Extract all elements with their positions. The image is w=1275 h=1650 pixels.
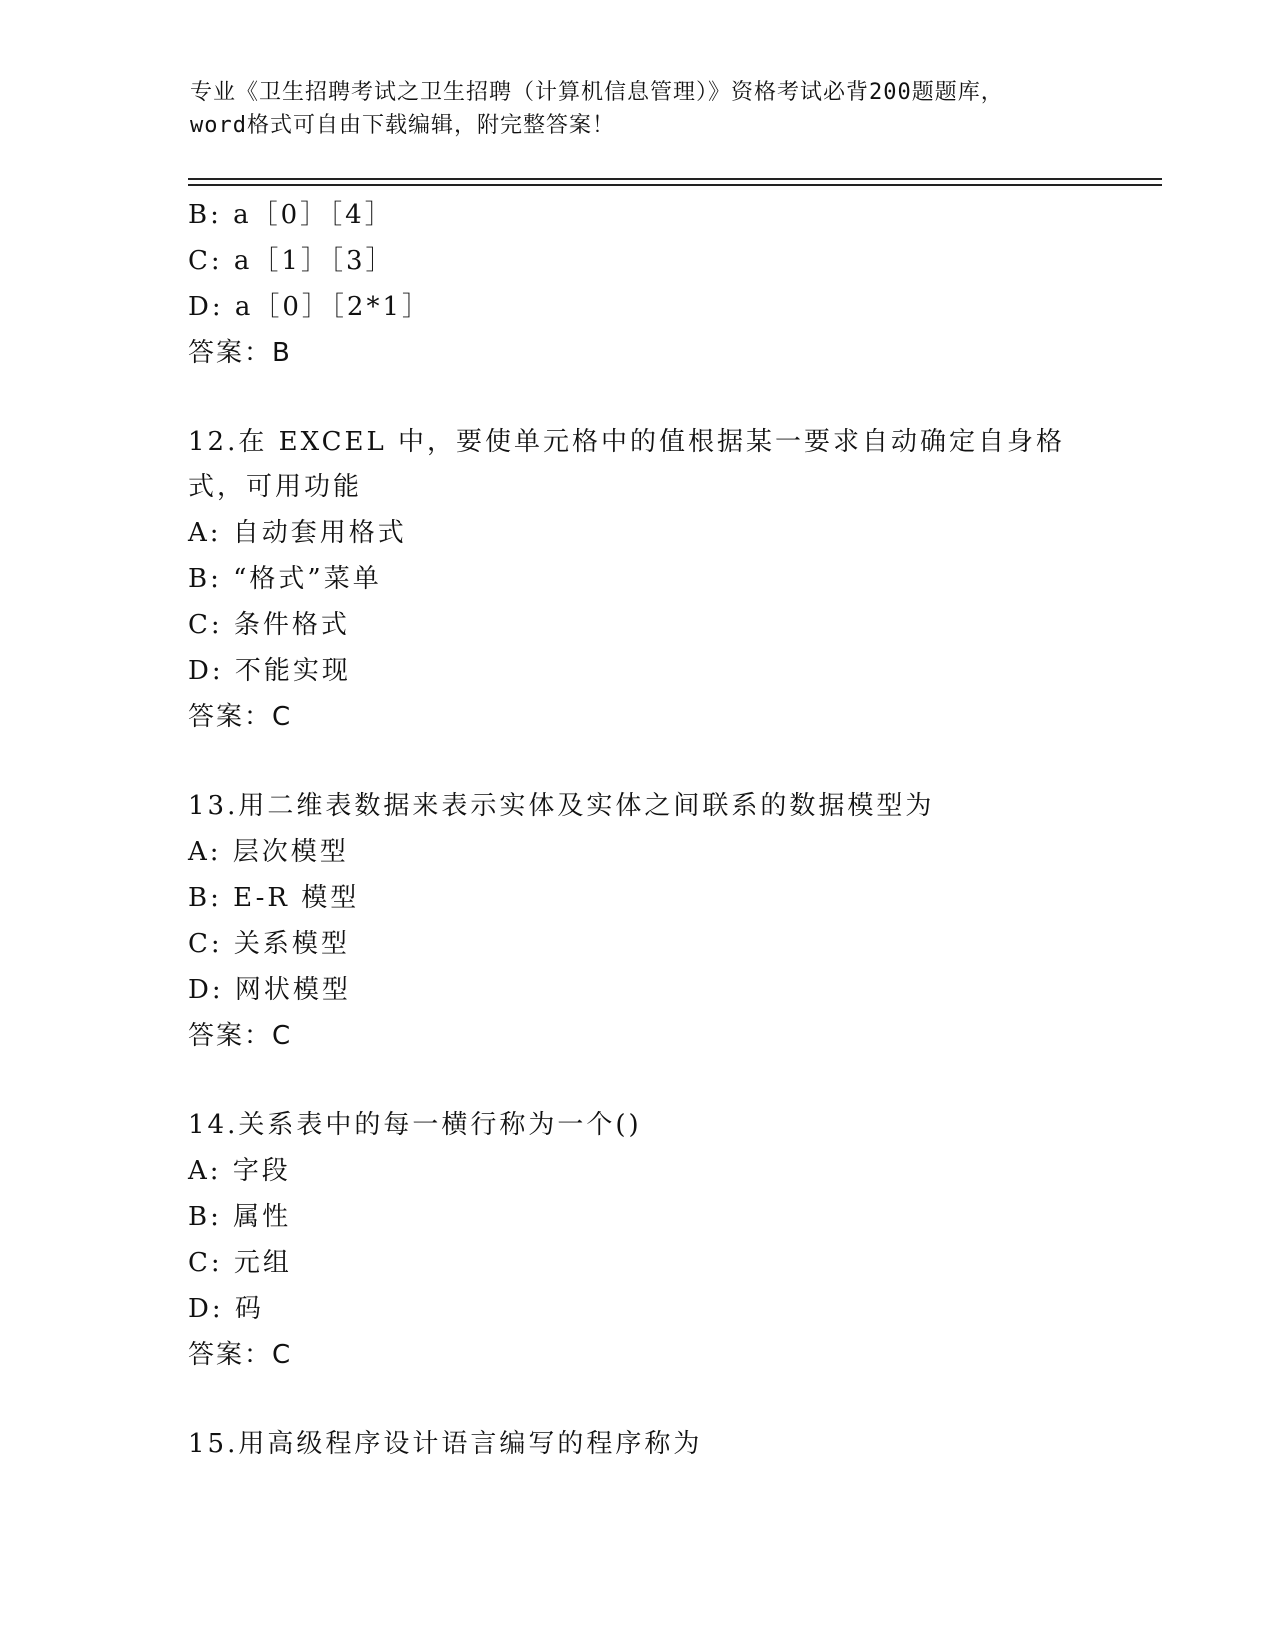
option-c: C: 关系模型 [188, 929, 350, 959]
option-a: A: 自动套用格式 [188, 518, 407, 548]
spacer [188, 740, 1108, 784]
option-c: C: a［1］［3］ [188, 246, 395, 276]
answer: 答案：B [188, 338, 292, 368]
question-text: 15.用高级程序设计语言编写的程序称为 [188, 1429, 703, 1459]
answer: 答案：C [188, 702, 293, 732]
question-text: 12.在 EXCEL 中，要使单元格中的值根据某一要求自动确定自身格式，可用功能 [188, 427, 1066, 502]
option-c: C: 条件格式 [188, 610, 350, 640]
option-c: C: 元组 [188, 1248, 292, 1278]
answer: 答案：C [188, 1021, 293, 1051]
option-b: B: a［0］［4］ [188, 200, 394, 230]
question-11-block [188, 192, 1108, 376]
option-a: A: 字段 [188, 1156, 291, 1186]
spacer [188, 1059, 1108, 1103]
header-divider-top [188, 178, 1162, 180]
question-15-block [188, 1422, 1108, 1467]
header-title-line-2: word格式可自由下载编辑，附完整答案！ [190, 113, 615, 138]
option-b: B: “格式”菜单 [188, 564, 382, 594]
question-13-block [188, 784, 1108, 1059]
answer: 答案：C [188, 1340, 293, 1370]
option-d: D: 网状模型 [188, 975, 351, 1005]
question-list [188, 192, 1108, 1467]
header-title-line-1: 专业《卫生招聘考试之卫生招聘（计算机信息管理）》资格考试必背200题题库， [190, 80, 1004, 105]
question-12-block [188, 420, 1108, 740]
option-b: B: E-R 模型 [188, 883, 360, 913]
question-14-block [188, 1103, 1108, 1378]
question-text: 13.用二维表数据来表示实体及实体之间联系的数据模型为 [188, 791, 935, 821]
spacer [188, 376, 1108, 420]
option-d: D: 不能实现 [188, 656, 351, 686]
spacer [188, 1378, 1108, 1422]
document-header [190, 76, 1090, 142]
option-d: D: 码 [188, 1294, 264, 1324]
option-a: A: 层次模型 [188, 837, 349, 867]
question-text: 14.关系表中的每一横行称为一个() [188, 1110, 642, 1140]
option-d: D: a［0］［2*1］ [188, 292, 431, 322]
header-divider-bottom [188, 184, 1162, 186]
option-b: B: 属性 [188, 1202, 292, 1232]
